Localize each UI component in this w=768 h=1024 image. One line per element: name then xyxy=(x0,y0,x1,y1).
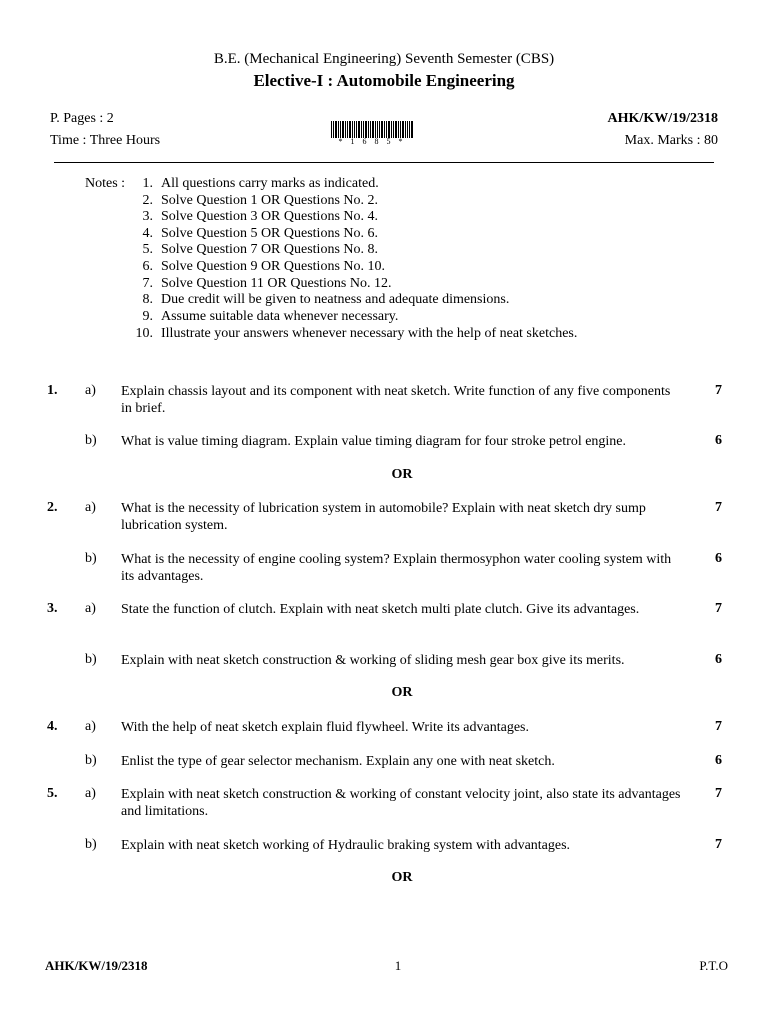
part-label: b) xyxy=(85,753,97,768)
part-label: a) xyxy=(85,383,96,398)
question-text: Explain with neat sketch working of Hydraulic braking system with advantages. xyxy=(121,838,571,853)
question-number: 3. xyxy=(47,601,58,616)
or-separator: OR xyxy=(391,685,413,700)
exam-duration: Time : Three Hours xyxy=(50,133,161,148)
part-label: b) xyxy=(85,433,97,448)
question-number: 1. xyxy=(47,383,58,398)
question-text: With the help of neat sketch explain fluid flywheel. Write its advantages. xyxy=(121,720,529,735)
marks-value: 7 xyxy=(715,500,722,515)
part-label: a) xyxy=(85,786,96,801)
part-label: b) xyxy=(85,551,97,566)
question-text: Explain chassis layout and its component with neat sketch. Write function of any five components in brief. xyxy=(121,384,671,416)
part-label: a) xyxy=(85,601,96,616)
part-label: b) xyxy=(85,837,97,852)
footer-paper-code: AHK/KW/19/2318 xyxy=(45,958,148,973)
marks-value: 7 xyxy=(715,719,722,734)
or-separator: OR xyxy=(391,467,413,482)
paper-code: AHK/KW/19/2318 xyxy=(607,111,718,126)
part-label: a) xyxy=(85,719,96,734)
paper-title: Elective-I : Automobile Engineering xyxy=(253,71,515,90)
question-text: Enlist the type of gear selector mechanism. Explain any one with neat sketch. xyxy=(121,754,555,769)
marks-value: 6 xyxy=(715,652,722,667)
question-number: 2. xyxy=(47,500,58,515)
marks-value: 6 xyxy=(715,433,722,448)
question-text: What is the necessity of engine cooling system? Explain thermosyphon water cooling system with its advantages. xyxy=(121,552,672,584)
header-divider xyxy=(54,162,714,163)
page-count: P. Pages : 2 xyxy=(50,111,114,126)
marks-value: 6 xyxy=(715,753,722,768)
barcode-image xyxy=(331,121,413,138)
question-text: State the function of clutch. Explain with neat sketch multi plate clutch. Give its advantages. xyxy=(121,602,640,617)
pto-label: P.T.O xyxy=(699,958,728,973)
question-text: Explain with neat sketch construction & working of constant velocity joint, also state its advantages and limitations. xyxy=(121,787,681,819)
or-separator: OR xyxy=(391,870,413,885)
page-number: 1 xyxy=(394,958,402,973)
question-number: 4. xyxy=(47,719,58,734)
question-text: Explain with neat sketch construction & working of sliding mesh gear box give its merits. xyxy=(121,653,625,668)
marks-value: 6 xyxy=(715,551,722,566)
question-text: What is value timing diagram. Explain value timing diagram for four stroke petrol engine. xyxy=(121,434,627,449)
marks-value: 7 xyxy=(715,786,722,801)
part-label: b) xyxy=(85,652,97,667)
course-name: B.E. (Mechanical Engineering) Seventh Semester (CBS) xyxy=(213,51,555,67)
question-number: 5. xyxy=(47,786,58,801)
marks-value: 7 xyxy=(715,383,722,398)
notes-label: Notes : xyxy=(85,176,126,191)
part-label: a) xyxy=(85,500,96,515)
barcode-number: * 1 6 8 5 * xyxy=(338,137,406,146)
max-marks: Max. Marks : 80 xyxy=(624,133,718,148)
marks-value: 7 xyxy=(715,601,722,616)
question-text: What is the necessity of lubrication system in automobile? Explain with neat sketch dry sump lubrication system. xyxy=(121,501,646,533)
marks-value: 7 xyxy=(715,837,722,852)
